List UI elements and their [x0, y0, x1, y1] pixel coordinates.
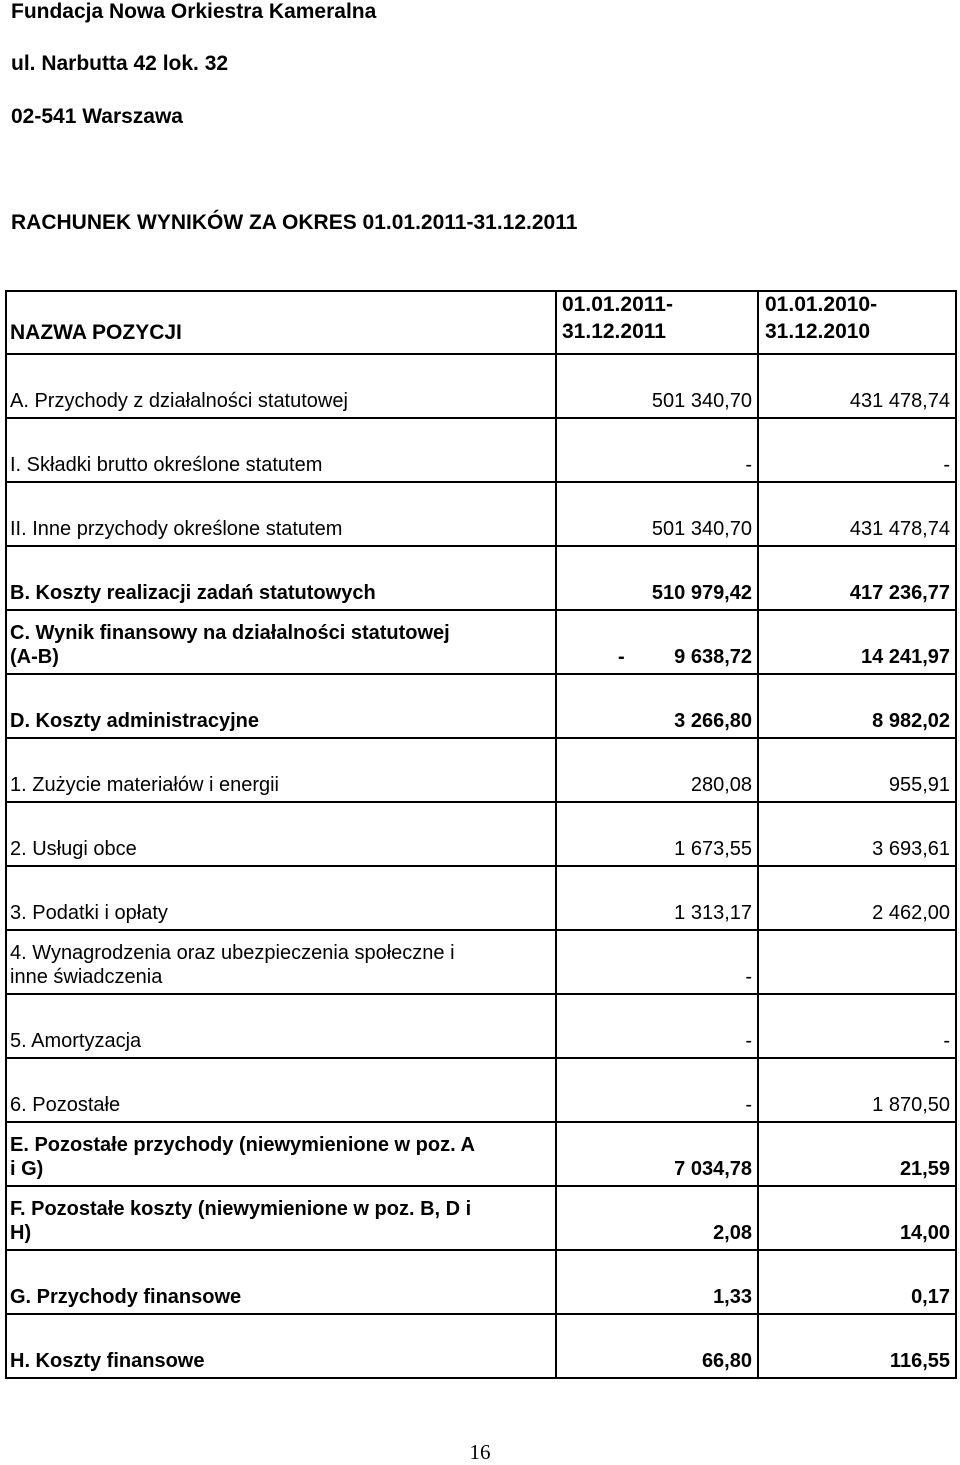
value-2011: 510 979,42 [651, 582, 752, 604]
row-name: 5. Amortyzacja [10, 1030, 142, 1052]
report-title: RACHUNEK WYNIKÓW ZA OKRES 01.01.2011-31.12.2011 [11, 211, 578, 234]
org-name: Fundacja Nowa Orkiestra Kameralna [11, 0, 377, 23]
value-2010: 2 462,00 [872, 902, 950, 924]
org-city: 02-541 Warszawa [11, 105, 183, 128]
table-divider-1 [555, 290, 557, 1379]
value-2011: 2,08 [713, 1222, 752, 1244]
table-row [5, 739, 957, 803]
column-header-2010: 01.01.2010- 31.12.2010 [765, 293, 878, 343]
table-row [5, 1251, 957, 1315]
row-name: E. Pozostałe przychody (niewymienione w poz. A i G) [10, 1134, 475, 1180]
row-name: B. Koszty realizacji zadań statutowych [10, 582, 376, 604]
row-name: H. Koszty finansowe [10, 1350, 205, 1372]
value-2010: 1 870,50 [872, 1094, 950, 1116]
value-2010: 0,17 [911, 1286, 950, 1308]
row-name: I. Składki brutto określone statutem [10, 454, 323, 476]
value-2010: 431 478,74 [849, 390, 950, 412]
value-2011: 501 340,70 [651, 518, 752, 540]
row-name: A. Przychody z działalności statutowej [10, 390, 348, 412]
value-2011: - [745, 966, 752, 988]
value-2010: 3 693,61 [872, 838, 950, 860]
value-2011: - [745, 454, 752, 476]
value-2011: - [745, 1094, 752, 1116]
value-2010: 8 982,02 [872, 710, 950, 732]
table-row [5, 1315, 957, 1379]
value-2011: 501 340,70 [651, 390, 752, 412]
table-border-left [5, 290, 7, 1379]
table-row [5, 547, 957, 611]
value-2010: - [943, 1030, 950, 1052]
table-row [5, 1123, 957, 1187]
value-2010: 21,59 [899, 1158, 950, 1180]
table-row [5, 1187, 957, 1251]
value-2010: - [943, 454, 950, 476]
table-row [5, 483, 957, 547]
value-2011: - [745, 1030, 752, 1052]
value-2010: 116,55 [889, 1350, 950, 1372]
table-row [5, 355, 957, 419]
value-2011: 7 034,78 [674, 1158, 752, 1180]
table-row [5, 931, 957, 995]
row-name: II. Inne przychody określone statutem [10, 518, 343, 540]
row-name: G. Przychody finansowe [10, 1286, 242, 1308]
value-2010: 14 241,97 [861, 646, 950, 668]
row-name: C. Wynik finansowy na działalności statutowej (A-B) [10, 622, 450, 668]
value-2010: 14,00 [899, 1222, 950, 1244]
column-header-2011: 01.01.2011- 31.12.2011 [562, 293, 673, 343]
value-2011: 1 673,55 [674, 838, 752, 860]
table-divider-2 [757, 290, 759, 1379]
value-2010: 431 478,74 [849, 518, 950, 540]
row-name: D. Koszty administracyjne [10, 710, 259, 732]
table-row [5, 1059, 957, 1123]
row-name: 1. Zużycie materiałów i energii [10, 774, 279, 796]
row-name: 4. Wynagrodzenia oraz ubezpieczenia społeczne i inne świadczenia [10, 942, 455, 988]
table-row [5, 803, 957, 867]
value-2010: 417 236,77 [849, 582, 950, 604]
value-2011: 3 266,80 [674, 710, 752, 732]
row-name: 3. Podatki i opłaty [10, 902, 168, 924]
value-2011-sign: - [618, 646, 625, 668]
table-row [5, 675, 957, 739]
table-row [5, 867, 957, 931]
column-header-name: NAZWA POZYCJI [10, 321, 182, 344]
table-row [5, 611, 957, 675]
table-row [5, 995, 957, 1059]
value-2011: 280,08 [690, 774, 752, 796]
value-2011: 1 313,17 [674, 902, 752, 924]
value-2010: 955,91 [888, 774, 950, 796]
org-street: ul. Narbutta 42 lok. 32 [11, 52, 229, 75]
page-number: 16 [469, 1440, 491, 1464]
table-border-right [955, 290, 957, 1379]
row-name: 6. Pozostałe [10, 1094, 121, 1116]
table-header-row [5, 290, 957, 355]
row-name: F. Pozostałe koszty (niewymienione w poz. B, D i H) [10, 1198, 472, 1244]
value-2011: 66,80 [701, 1350, 752, 1372]
value-2011: 9 638,72 [674, 646, 752, 668]
row-name: 2. Usługi obce [10, 838, 137, 860]
value-2011: 1,33 [713, 1286, 752, 1308]
table-row [5, 419, 957, 483]
income-statement-table [5, 290, 957, 1379]
